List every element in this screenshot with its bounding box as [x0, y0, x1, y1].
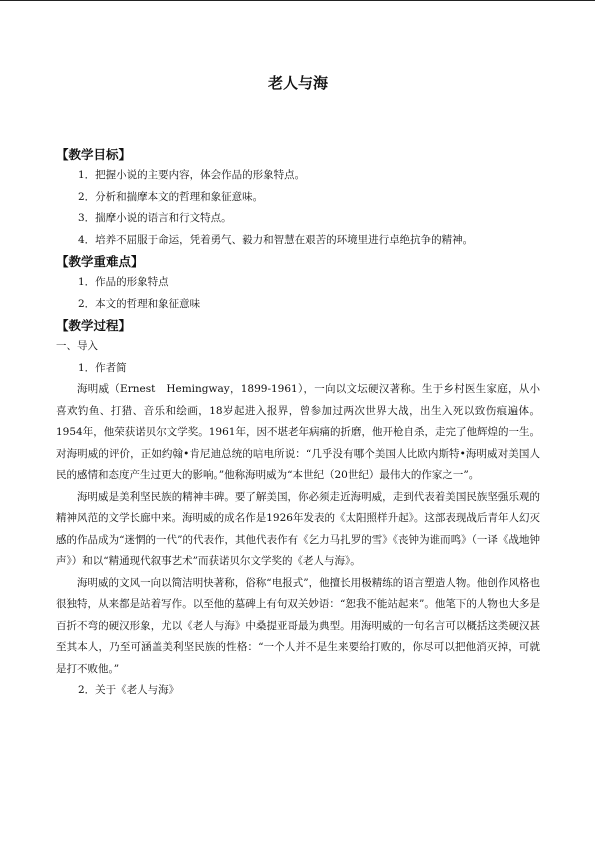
- goal-item-3: 3．揣摩小说的语言和行文特点。: [78, 212, 232, 224]
- process-sub-about-book: 2．关于《老人与海》: [78, 684, 180, 696]
- goal-item-1: 1．把握小说的主要内容，体会作品的形象特点。: [78, 169, 306, 181]
- process-part-intro: 一、导入: [56, 340, 98, 352]
- section-teaching-process: [56, 315, 540, 702]
- section-heading-keypoints: 【教学重难点】: [56, 254, 144, 269]
- goal-item-2: 2．分析和揣摩本文的哲理和象征意味。: [78, 190, 264, 203]
- section-heading-process: 【教学过程】: [56, 318, 132, 333]
- process-sub-author: 1．作者简: [78, 361, 127, 374]
- section-key-points: [56, 251, 540, 315]
- section-heading-goals: 【教学目标】: [56, 147, 132, 162]
- author-paragraph-3: 海明威的文风一向以简洁明快著称，俗称“电报式”，他擅长用极精练的语言塑造人物。他创作风格也很独特，从来都是站着写作。以至他的墓碑上有句双关妙语：“恕我不能站起来”。他笔下的人物也大多是百折不弯的硬汉形象，尤以《老人与海》中桑提亚哥最为典型。用海明威的一句名言可以概括这类硬汉甚至其本人，乃至可涵盖美利坚民族的性格：“一个人并不是生来要给打败的，你尽可以把他消灭掉，可就是打不败他。”: [56, 576, 540, 675]
- page-title: 老人与海: [267, 74, 328, 92]
- keypoint-item-1: 1．作品的形象特点: [78, 276, 169, 288]
- top-rule: [0, 0, 595, 1]
- author-paragraph-1: 海明威（Ernest Hemingway，1899-1961），一向以文坛硬汉著称。生于乡村医生家庭，从小喜欢钓鱼、打猎、音乐和绘画，18岁起进入报界，曾参加过两次世界大战，出生入死以致伤痕遍体。1954年，他荣获诺贝尔文学奖。1961年，因不堪老年病痛的折磨，他开枪自杀，走完了他辉煌的一生。对海明威的评价，正如约翰•肯尼迪总统的唁电所说：“几乎没有哪个美国人比欧内斯特•海明威对美国人民的感情和态度产生过更大的影响。”他称海明威为“本世纪（20世纪）最伟大的作家之一”。: [56, 383, 540, 481]
- document-page: [56, 72, 540, 702]
- goal-item-4: 4．培养不屈服于命运，凭着勇气、毅力和智慧在艰苦的环境里进行卓绝抗争的精神。: [78, 233, 474, 246]
- section-teaching-goals: [56, 144, 540, 251]
- author-paragraph-2: 海明威是美利坚民族的精神丰碑。要了解美国，你必须走近海明威，走到代表着美国民族坚强乐观的精神风范的文学长廊中来。海明威的成名作是1926年发表的《太阳照样升起》。这部表现战后青年人幻灭感的作品成为“迷惘的一代”的代表作，其他代表作有《乞力马扎罗的雪》《丧钟为谁而鸣》（一译《战地钟声》）和以“精通现代叙事艺术”而获诺贝尔文学奖的《老人与海》。: [56, 490, 540, 567]
- keypoint-item-2: 2．本文的哲理和象征意味: [78, 297, 201, 310]
